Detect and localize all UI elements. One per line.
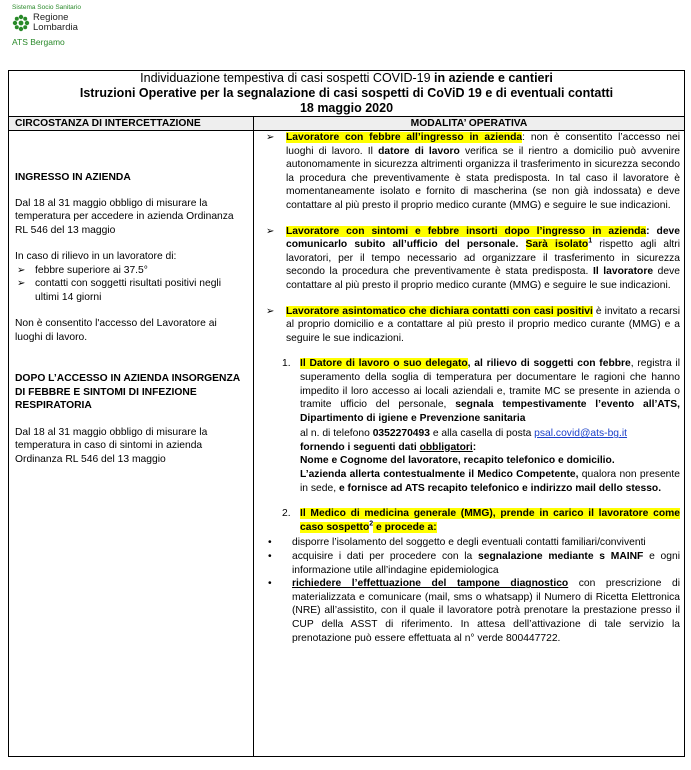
logo-ats-label: ATS Bergamo	[12, 37, 65, 47]
arrow-bullet-icon: ➢	[17, 264, 26, 276]
logo-region-line1: Regione	[33, 12, 69, 23]
list-item: • disporre l’isolamento del soggetto e degli eventuali contatti familiari/conviventi	[268, 537, 646, 549]
list-item: • acquisire i dati per procedere con la segnalazione mediante s MAINF e ogni informazione utile all’indagine epidemiologica	[268, 551, 680, 576]
column-header-modalita: MODALITA’ OPERATIVA	[254, 117, 685, 131]
instructions-table	[8, 70, 685, 757]
arrow-bullet-icon: ➢	[266, 305, 275, 317]
logo-system-label: Sistema Socio Sanitario	[12, 4, 82, 11]
email-link[interactable]: psal.covid@ats-bg.it	[534, 428, 628, 440]
dopo-text: Dal 18 al 31 maggio obbligo di misurare la temperatura in caso di sintomi in azienda Ordinanza RL 546 del 13 maggio	[15, 426, 208, 465]
column-header-circostanza: CIRCOSTANZA DI INTERCETTAZIONE	[9, 117, 254, 131]
logo	[12, 4, 81, 47]
list-item: ➢ Lavoratore con sintomi e febbre insorti dopo l’ingresso in azienda: deve comunicarlo subito all’ufficio del personale. Sarà isolato$^1$ rispetto agli altri lavoratori, per il tempo necessario ad organizzare il trasferimento in sicurezza secondo la procedura che preventivamente è stata predisposta. Il lavoratore deve contattare al più presto il proprio medico curante (MMG) e seguire le sue indicazioni.	[266, 225, 680, 291]
header-line2: Istruzioni Operative per la segnalazione di casi sospetti di CoViD 19 e di eventuali contatti	[79, 86, 614, 100]
region-logo	[12, 13, 81, 33]
list-item: • richiedere l’effettuazione del tampone diagnostico con prescrizione di materializzata e comunicare (mail, sms o whatsapp) il Numero di Ricetta Elettronica (NRE) all’assistito, con il quale il lavoratore potrà prenotare la prestazione presso il CUP della ASST di riferimento. In attesa dell’attivazione di tale servizio la prenotazione può essere effettuata al n° verde 800447722.	[268, 578, 680, 644]
numbered-item-mmg: 2. Il Medico di medicina generale (MMG), prende in carico il lavoratore come caso sospetto$^2$ e procede a:	[282, 508, 680, 533]
arrow-bullet-icon: ➢	[17, 278, 26, 289]
logo-region-line2: Lombardia	[33, 22, 78, 33]
list-item: ➢ febbre superiore ai 37.5°	[17, 264, 148, 276]
list-item: ➢ contatti con soggetti risultati positivi negli ultimi 14 giorni	[17, 278, 222, 303]
list-item: ➢ Lavoratore con febbre all’ingresso in azienda: non è consentito l’accesso nei luoghi di lavoro. Il datore di lavoro verifica se il rientro a domicilio può avvenire autonomamente in sicurezza altrimenti organizza il trasferimento in sicurezza secondo la procedura che preventivamente è stata predisposta. In tal caso il lavoratore è momentaneamente isolato e fornito di mascherina (se non già indossata) e deve contattare al più presto il proprio medico curante (MMG) e seguire le sue indicazioni.	[266, 132, 680, 211]
arrow-bullet-icon: ➢	[266, 132, 275, 143]
ingresso-divieto: Non è consentito l'accesso del Lavoratore ai luoghi di lavoro.	[15, 318, 217, 343]
bullet-icon: •	[268, 551, 272, 563]
circostanza-column	[9, 131, 254, 757]
document-header	[9, 71, 685, 117]
list-item: ➢ Lavoratore asintomatico che dichiara contatti con casi positivi è invitato a recarsi al proprio domicilio e a contattare al più presto il proprio medico curante (MMG) e a seguire le sue indicazioni.	[266, 305, 680, 344]
numbered-item-datore: 1. Il Datore di lavoro o suo delegato, al rilievo di soggetti con febbre, registra il superamento della soglia di temperatura per documentare le ragioni che hanno impedito il loro accesso ai locali aziendali e, tramite MC se presente in azienda o tramite ufficio del personale, segnala tempestivamente l’evento all’ATS, Dipartimento di igiene e Prevenzione sanitaria al n. di telefono 0352270493 e alla casella di posta psal.covid@ats-bg.it fornendo i seguenti dati obbligatori: Nome e Cognome del lavoratore, recapito telefonico e domicilio. L’azienda allerta contestualmente il Medico Competente, qualora non presente in sede, e fornisce ad ATS recapito telefonico e indirizzo mail dello stesso.	[282, 358, 681, 494]
phone-number: 0352270493	[372, 428, 430, 440]
arrow-bullet-icon: ➢	[266, 225, 275, 237]
ingresso-rilievo: In caso di rilievo in un lavoratore di:	[15, 251, 177, 262]
bullet-icon: •	[268, 578, 272, 590]
dopo-title: DOPO L’ACCESSO IN AZIENDA INSORGENZA DI FEBBRE E SINTOMI DI INFEZIONE RESPIRATORIA	[15, 373, 240, 411]
lombardia-rose-icon	[12, 14, 30, 32]
header-line1: Individuazione tempestiva di casi sospetti COVID-19 in aziende e cantieri	[140, 71, 553, 85]
header-date: 18 maggio 2020	[299, 101, 394, 115]
bullet-icon: •	[268, 537, 272, 549]
ingresso-title: INGRESSO IN AZIENDA	[15, 172, 131, 183]
ingresso-text: Dal 18 al 31 maggio obbligo di misurare la temperatura per accedere in azienda Ordinanza RL 546 del 13 maggio	[15, 197, 234, 236]
modalita-column	[254, 131, 685, 757]
